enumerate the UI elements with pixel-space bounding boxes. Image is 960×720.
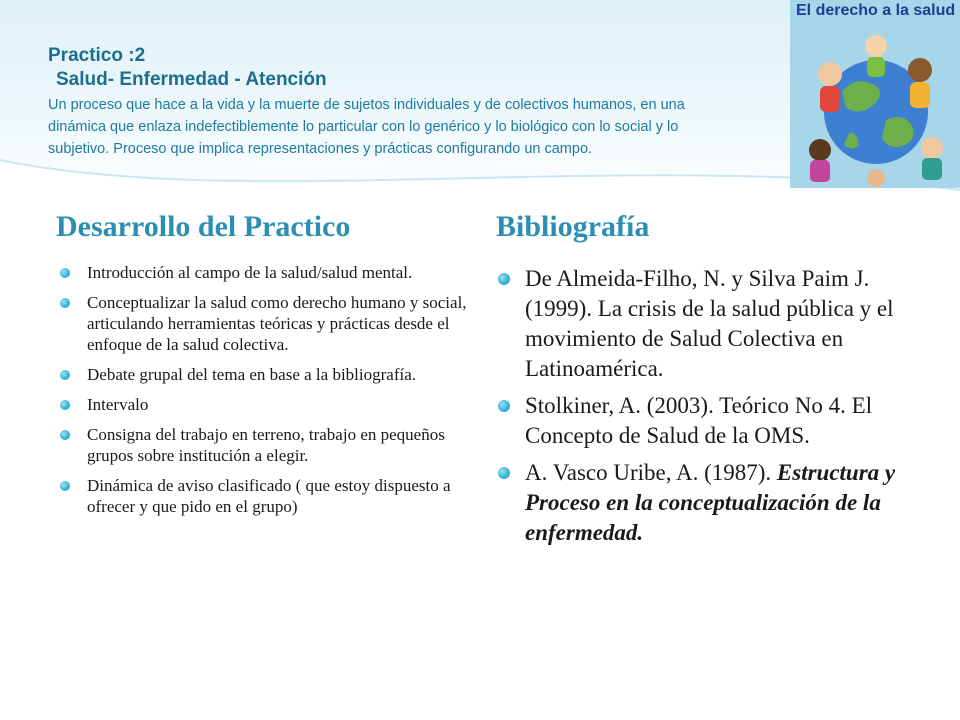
list-item-text: Consigna del trabajo en terreno, trabajo en pequeños grupos sobre institución a elegir. [87,425,445,465]
left-column-heading: Desarrollo del Practico [56,210,351,243]
list-item-text: Intervalo [87,395,149,414]
bibliography-item [498,458,910,548]
bibliography-text: De Almeida-Filho, N. y Silva Paim J. (1999). La crisis de la salud pública y el movimiento de Salud Colectiva en Latinoamérica. [525,266,894,381]
practico-steps-list [60,262,472,526]
bullet-icon [498,273,510,285]
list-item-text: Introducción al campo de la salud/salud mental. [87,263,413,282]
bullet-icon [498,400,510,412]
list-item [60,394,472,415]
slide-title: Practico :2 [48,45,146,66]
bullet-icon [60,268,70,278]
slide-header [48,44,728,160]
bullet-icon [60,430,70,440]
list-item [60,424,472,466]
poster-title: El derecho a la salud [796,2,956,19]
bullet-icon [498,467,510,479]
bullet-icon [60,370,70,380]
globe-children-illustration [790,0,960,188]
bibliography-text: Stolkiner, A. (2003). Teórico No 4. El Concepto de Salud de la OMS. [525,393,873,448]
list-item [60,292,472,355]
list-item [60,364,472,385]
bibliography-list [498,264,910,555]
bibliography-title-emphasis: Estructura y Proceso en la conceptualización de la enfermedad. [525,460,896,545]
intro-text: Un proceso que hace a la vida y la muerte de sujetos individuales y de colectivos humanos, en una dinámica que enlaza indefectiblemente lo particular con lo genérico y lo biológico con lo social y lo subjetivo. Proceso que implica representaciones y prácticas configurando un campo. [48,97,685,157]
bibliography-item [498,391,910,451]
list-item-text: Dinámica de aviso clasificado ( que estoy dispuesto a ofrecer y que pido en el grupo) [87,476,451,516]
slide-subtitle: Salud- Enfermedad - Atención [56,69,327,90]
right-column-heading: Bibliografía [496,210,650,243]
bullet-icon [60,400,70,410]
list-item [60,262,472,283]
bullet-icon [60,481,70,491]
bullet-icon [60,298,70,308]
bibliography-item [498,264,910,384]
list-item-text: Debate grupal del tema en base a la bibliografía. [87,365,416,384]
list-item-text: Conceptualizar la salud como derecho humano y social, articulando herramientas teóricas y prácticas desde el enfoque de la salud colectiva. [87,293,467,354]
health-rights-poster [790,0,960,188]
list-item [60,475,472,517]
bibliography-text: A. Vasco Uribe, A. (1987). [525,460,772,485]
